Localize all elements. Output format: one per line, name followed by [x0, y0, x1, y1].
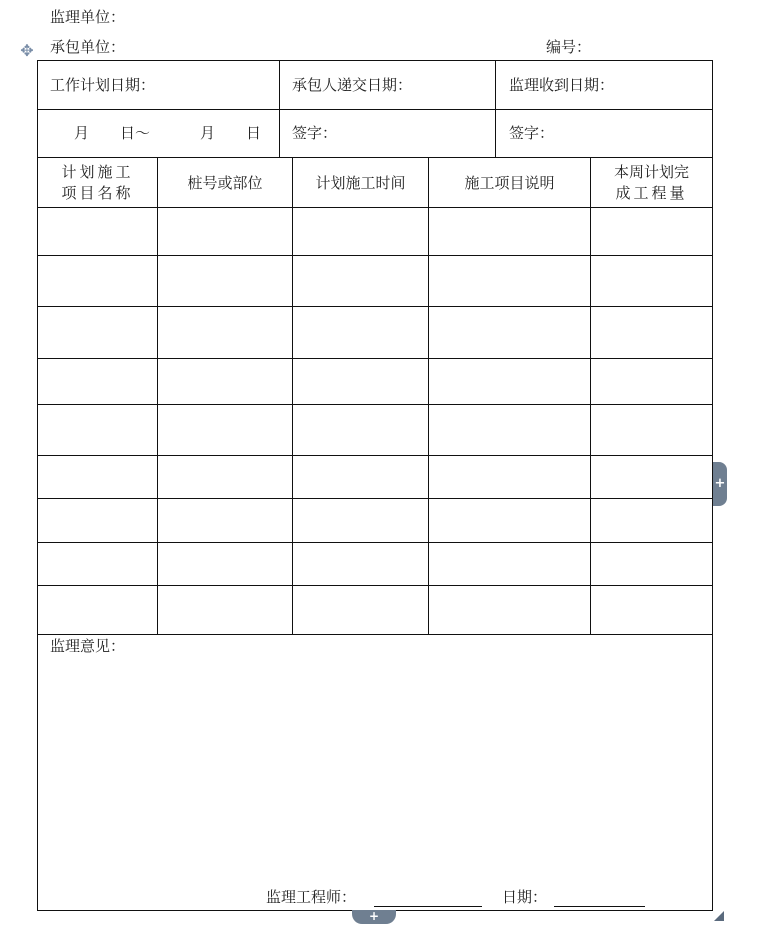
col-divider	[590, 157, 591, 635]
row-divider	[37, 157, 713, 158]
row-divider	[37, 207, 713, 208]
day-end-label: 日	[246, 124, 262, 142]
col-header-project-name-line1: 计划施工	[61, 163, 134, 181]
add-row-plus-icon[interactable]: +	[352, 910, 396, 924]
col-divider	[157, 157, 158, 635]
supervisor-unit-label: 监理单位：	[50, 8, 126, 26]
date-label: 日期：	[502, 888, 548, 906]
resize-icon[interactable]	[714, 911, 724, 921]
row-divider	[37, 109, 713, 110]
row-divider	[37, 358, 713, 359]
col-header-weekly-quantity-line2: 成工程量	[615, 184, 688, 202]
move-icon[interactable]: ✥	[20, 41, 34, 60]
table-border-top	[37, 60, 713, 61]
row-divider	[37, 306, 713, 307]
col-header-station: 桩号或部位	[187, 174, 263, 192]
month-start-label: 月	[74, 124, 90, 142]
col-divider	[495, 60, 496, 158]
add-column-plus-icon[interactable]: +	[713, 462, 727, 506]
submit-date-label: 承包人递交日期：	[292, 76, 413, 94]
col-header-description: 施工项目说明	[464, 174, 555, 192]
row-divider	[37, 498, 713, 499]
col-header-project-name-line2: 项目名称	[61, 184, 134, 202]
row-divider	[37, 585, 713, 586]
date-signature-line	[554, 906, 645, 907]
row-divider	[37, 455, 713, 456]
serial-no-label: 编号：	[546, 38, 592, 56]
row-divider	[37, 255, 713, 256]
col-divider	[292, 157, 293, 635]
row-divider	[37, 404, 713, 405]
row-divider	[37, 542, 713, 543]
col-divider	[279, 60, 280, 158]
day-start-label: 日～	[120, 124, 151, 142]
col-divider	[428, 157, 429, 635]
sign-label: 签字：	[509, 124, 555, 142]
sign-label: 签字：	[292, 124, 338, 142]
contractor-unit-label: 承包单位：	[50, 38, 126, 56]
engineer-label: 监理工程师：	[266, 888, 357, 906]
opinion-label: 监理意见：	[50, 637, 126, 655]
engineer-signature-line	[374, 906, 482, 907]
received-date-label: 监理收到日期：	[509, 76, 615, 94]
row-divider	[37, 634, 713, 635]
plan-date-label: 工作计划日期：	[50, 76, 156, 94]
col-header-plan-time: 计划施工时间	[315, 174, 406, 192]
month-end-label: 月	[200, 124, 216, 142]
col-header-weekly-quantity-line1: 本周计划完	[613, 163, 689, 181]
